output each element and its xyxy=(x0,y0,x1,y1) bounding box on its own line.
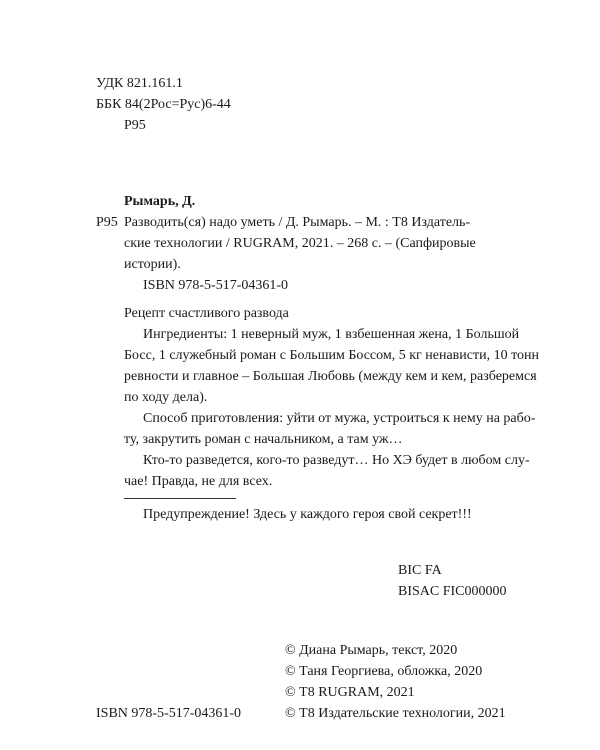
bbk-code: ББК 84(2Рос=Рус)6-44 xyxy=(96,97,231,112)
annotation-line: Способ приготовления: уйти от мужа, устроиться к нему на рабо- xyxy=(143,411,536,426)
annotation-line: Ингредиенты: 1 неверный муж, 1 взбешенная жена, 1 Большой xyxy=(143,327,520,342)
annotation-line: Кто-то разведется, кого-то разведут… Но ХЭ будет в любом слу- xyxy=(143,453,530,468)
catalog-description-line: ские технологии / RUGRAM, 2021. – 268 с. – (Сапфировые xyxy=(124,236,476,251)
udk-code: УДК 821.161.1 xyxy=(96,76,183,91)
bottom-isbn: ISBN 978-5-517-04361-0 xyxy=(96,706,242,721)
copyright-line: © Т8 RUGRAM, 2021 xyxy=(285,685,415,700)
copyright-line: © Т8 Издательские технологии, 2021 xyxy=(285,706,506,721)
annotation-title: Рецепт счастливого развода xyxy=(124,306,289,321)
bic-code: BIC FA xyxy=(398,563,442,578)
catalog-description-line: Разводить(ся) надо уметь / Д. Рымарь. – М. : Т8 Издатель- xyxy=(124,215,471,230)
divider-rule xyxy=(124,498,236,499)
annotation-line: ту, закрутить роман с начальником, а там уж… xyxy=(124,432,403,447)
annotation-line: по ходу дела). xyxy=(124,390,208,405)
author-mark: Р95 xyxy=(124,118,146,133)
annotation-line: Босс, 1 служебный роман с Большим Боссом, 5 кг ненависти, 10 тонн xyxy=(124,348,540,363)
copyright-line: © Таня Георгиева, обложка, 2020 xyxy=(285,664,483,679)
catalog-description-line: истории). xyxy=(124,257,181,272)
copyright-line: © Диана Рымарь, текст, 2020 xyxy=(285,643,458,658)
bisac-code: BISAC FIC000000 xyxy=(398,584,507,599)
annotation-line: ревности и главное – Большая Любовь (между кем и кем, разберемся xyxy=(124,369,537,384)
warning-text: Предупреждение! Здесь у каждого героя свой секрет!!! xyxy=(143,507,472,522)
author-heading: Рымарь, Д. xyxy=(124,194,196,209)
annotation-line: чае! Правда, не для всех. xyxy=(124,474,273,489)
catalog-mark: Р95 xyxy=(96,215,118,230)
catalog-isbn: ISBN 978-5-517-04361-0 xyxy=(143,278,289,293)
